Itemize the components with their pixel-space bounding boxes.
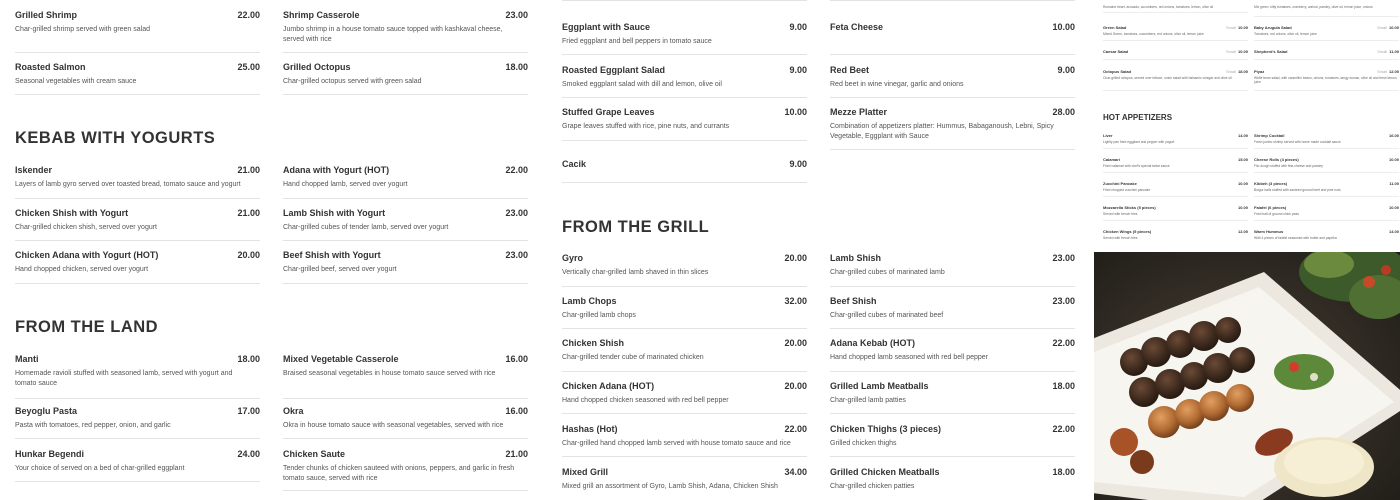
- item-name: Shepherd's Salad: [1254, 49, 1288, 54]
- mini-menu-item: [1103, 49, 1248, 60]
- mini-menu-item: [1254, 69, 1399, 91]
- menu-item: [283, 208, 528, 241]
- item-name: Lamb Chops: [562, 296, 617, 306]
- price-size-label: Small: [1376, 69, 1387, 74]
- item-description: Smoked eggplant salad with dill and lemon, olive oil: [562, 81, 722, 88]
- item-price: 10.00: [1237, 181, 1248, 186]
- item-price: 10.00: [1237, 49, 1248, 54]
- item-price: 18.00: [237, 354, 260, 364]
- item-description: Char-grilled lamb patties: [830, 397, 906, 404]
- food-photo: [1094, 252, 1400, 500]
- menu-item: [830, 467, 1075, 500]
- menu-item: [830, 65, 1075, 98]
- section-title-kebab: KEBAB WITH YOGURTS: [15, 129, 216, 147]
- divider: [1254, 16, 1399, 17]
- item-description: Seasonal vegetables with cream sauce: [15, 78, 137, 85]
- item-price: 9.00: [789, 159, 807, 169]
- item-description: Char-grilled octopus, served over lettuce, onion salad with balsamic vinegar and olive oil: [1103, 76, 1232, 80]
- divider: [1103, 12, 1248, 13]
- mini-menu-item: [1103, 229, 1248, 245]
- item-name: Grilled Shrimp: [15, 10, 78, 20]
- item-description: Char-grilled lamb chops: [562, 312, 636, 319]
- item-name: Shrimp Casserole: [283, 10, 360, 20]
- item-description: White bean salad, with cannellini beans, onions, tomatoes, tangy sumac, olive oil and fresh lemon juice: [1254, 76, 1397, 85]
- price-size-label: Small: [1377, 49, 1388, 54]
- menu-item: [283, 165, 528, 199]
- item-price: 23.00: [505, 250, 528, 260]
- item-description: Char-grilled cubes of tender lamb, served over yogurt: [283, 224, 449, 231]
- mini-menu-item: [1103, 181, 1248, 197]
- item-name: Caesar Salad: [1103, 49, 1129, 54]
- item-price: 12.00: [1237, 229, 1248, 234]
- item-price: 23.00: [505, 10, 528, 20]
- divider: [562, 0, 807, 1]
- item-description: Char-grilled shrimp served with green salad: [15, 26, 151, 33]
- menu-item: [562, 107, 807, 141]
- item-price: 11.00: [1389, 181, 1399, 186]
- item-description: Tomatoes, red onions, olive oil, lemon juice: [1254, 32, 1317, 36]
- item-description: Vertically char-grilled lamb shaved in thin slices: [562, 269, 709, 276]
- item-price: 25.00: [237, 62, 260, 72]
- item-price: 17.00: [237, 406, 260, 416]
- item-price: 10.00: [1388, 157, 1399, 162]
- item-description: Red beet in wine vinegar, garlic and onions: [830, 81, 964, 88]
- mini-menu-item: [1254, 49, 1399, 60]
- item-name: Mixed Grill: [562, 467, 609, 477]
- item-name: Mezze Platter: [830, 107, 888, 117]
- item-name: Grilled Lamb Meatballs: [830, 381, 929, 391]
- item-name: Liver: [1103, 133, 1113, 138]
- item-price: 18.00: [1237, 69, 1248, 74]
- item-price: 22.00: [1052, 424, 1075, 434]
- item-price: 22.00: [784, 424, 807, 434]
- item-description: Fresh jumbo shrimp served with home made cocktail sauce: [1254, 140, 1341, 144]
- item-price: 18.00: [1052, 381, 1075, 391]
- mini-menu-item: [1254, 181, 1399, 197]
- item-price: 28.00: [1052, 107, 1075, 117]
- item-name: Beef Shish: [830, 296, 877, 306]
- item-name: Beef Shish with Yogurt: [283, 250, 381, 260]
- menu-item: [283, 449, 528, 491]
- item-name: Stuffed Grape Leaves: [562, 107, 655, 117]
- mini-menu-item: [1103, 133, 1248, 149]
- item-name: Green Salad: [1103, 25, 1127, 30]
- mini-menu-item: [1254, 133, 1399, 149]
- item-description: Braised seasonal vegetables in house tomato sauce served with rice: [283, 370, 496, 377]
- item-description: Mix green, kitty tomatoes, cranberry, walnut, parsley, olive oil, lemon juice, onions: [1254, 5, 1373, 9]
- menu-item: [15, 208, 260, 241]
- item-price: 14.00: [1388, 229, 1399, 234]
- item-price: 12.00: [1388, 69, 1399, 74]
- item-description: Grape leaves stuffed with rice, pine nuts, and currants: [562, 123, 730, 130]
- item-name: Gyro: [562, 253, 584, 263]
- menu-item: [283, 406, 528, 439]
- item-price: 32.00: [784, 296, 807, 306]
- menu-item: [562, 424, 807, 457]
- item-name: Adana Kebab (HOT): [830, 338, 916, 348]
- item-description: Hand chopped chicken seasoned with red bell pepper: [562, 397, 729, 404]
- menu-item: [283, 62, 528, 95]
- price-size-label: Small: [1376, 25, 1387, 30]
- item-price: 23.00: [1052, 253, 1075, 263]
- item-price: 22.00: [505, 165, 528, 175]
- item-name: Cacik: [562, 159, 587, 169]
- menu-item: [562, 467, 807, 500]
- item-name: Beyoglu Pasta: [15, 406, 78, 416]
- item-name: Chicken Saute: [283, 449, 346, 459]
- price-size-label: Small: [1225, 69, 1236, 74]
- item-description: Fried ball of ground chick peas: [1254, 212, 1299, 216]
- menu-item: [15, 449, 260, 482]
- item-name: Adana with Yogurt (HOT): [283, 165, 390, 175]
- item-price: 34.00: [784, 467, 807, 477]
- item-price: 15.00: [1237, 157, 1248, 162]
- item-description: Served with french fries: [1103, 236, 1138, 240]
- item-name: Warm Hummus: [1254, 229, 1284, 234]
- item-name: Iskender: [15, 165, 53, 175]
- menu-item: [562, 22, 807, 55]
- item-description: Okra in house tomato sauce with seasonal vegetables, served with rice: [283, 422, 504, 429]
- item-name: Zucchini Pancake: [1103, 181, 1137, 186]
- item-description: Char-grilled tender cube of marinated chicken: [562, 354, 704, 361]
- menu-item: [830, 107, 1075, 150]
- section-title-hot-appetizers: HOT APPETIZERS: [1103, 113, 1173, 122]
- item-name: Hashas (Hot): [562, 424, 618, 434]
- item-name: Grilled Chicken Meatballs: [830, 467, 940, 477]
- menu-item: [15, 250, 260, 284]
- item-price: 10.00: [1237, 25, 1248, 30]
- item-price: 21.00: [237, 165, 260, 175]
- menu-item: [830, 424, 1075, 457]
- item-description: Served with french fries: [1103, 212, 1138, 216]
- item-description: Pasta with tomatoes, red pepper, onion, and garlic: [15, 422, 171, 429]
- menu-item: [830, 381, 1075, 414]
- mini-menu-item: [1103, 69, 1248, 91]
- item-description: Fried eggplant and bell peppers in tomato sauce: [562, 38, 712, 45]
- item-description: Layers of lamb gyro served over toasted bread, tomato sauce and yogurt: [15, 181, 241, 188]
- item-description: Char-grilled chicken shish, served over yogurt: [15, 224, 158, 231]
- mini-menu-item: [1254, 205, 1399, 221]
- mini-menu-item: [1254, 25, 1399, 41]
- item-price: 20.00: [784, 338, 807, 348]
- item-description: Char-grilled cubes of marinated lamb: [830, 269, 945, 276]
- item-price: 18.00: [505, 62, 528, 72]
- item-name: Grilled Octopus: [283, 62, 351, 72]
- item-name: Baby Arugula Salad: [1254, 25, 1292, 30]
- item-name: Chicken Shish with Yogurt: [15, 208, 129, 218]
- item-price: 9.00: [1057, 65, 1075, 75]
- menu-item: [562, 65, 807, 98]
- item-price: 23.00: [1052, 296, 1075, 306]
- item-price: 9.00: [789, 22, 807, 32]
- mini-menu-item: [1103, 25, 1248, 41]
- price-size-label: Small: [1225, 25, 1236, 30]
- item-price: 23.00: [505, 208, 528, 218]
- item-price: 10.00: [1388, 205, 1399, 210]
- item-price: 20.00: [784, 253, 807, 263]
- item-price: 21.00: [237, 208, 260, 218]
- mini-menu-panel: [1094, 0, 1400, 252]
- item-price: 16.00: [1388, 133, 1399, 138]
- menu-item: [283, 10, 528, 53]
- menu-item: [283, 250, 528, 284]
- item-description: Grilled chicken thighs: [830, 440, 897, 447]
- item-name: Red Beet: [830, 65, 870, 75]
- item-name: Hunkar Begendi: [15, 449, 85, 459]
- section-title-land: FROM THE LAND: [15, 318, 159, 336]
- item-price: 22.00: [237, 10, 260, 20]
- menu-item: [283, 354, 528, 399]
- menu-item: [830, 338, 1075, 372]
- menu-item: [15, 354, 260, 399]
- item-price: 16.00: [505, 354, 528, 364]
- item-name: Mozzarella Sticks (5 pieces): [1103, 205, 1156, 210]
- menu-item: [830, 253, 1075, 287]
- item-description: Homemade ravioli stuffed with seasoned lamb, served with yogurt and tomato sauce: [15, 370, 233, 387]
- item-price: 20.00: [237, 250, 260, 260]
- section-title-grill: FROM THE GRILL: [562, 218, 710, 236]
- item-price: 9.00: [789, 65, 807, 75]
- divider: [830, 0, 1075, 1]
- menu-item: [562, 381, 807, 414]
- item-description: Filo dough stuffed with feta cheese and parsley: [1254, 164, 1323, 168]
- menu-item: [562, 296, 807, 329]
- item-description: Combination of appetizers platter: Hummus, Babaganoush, Lebni, Spicy Vegetable, Eggplant with Sauce: [830, 123, 1054, 140]
- mini-menu-item: [1103, 205, 1248, 221]
- item-description: Char-grilled octopus served with green salad: [283, 78, 422, 85]
- item-name: Eggplant with Sauce: [562, 22, 651, 32]
- item-name: Chicken Wings (5 pieces): [1103, 229, 1152, 234]
- item-price: 10.00: [1388, 25, 1399, 30]
- food-photo-illustration: [1094, 252, 1400, 500]
- item-description: With 4 pieces of falafel seasoned with butter and paprika: [1254, 236, 1337, 240]
- item-description: Mixed grill an assortment of Gyro, Lamb Shish, Adana, Chicken Shish: [562, 483, 778, 490]
- item-price: 14.00: [1237, 133, 1248, 138]
- item-description: Char-grilled chicken patties: [830, 483, 915, 490]
- item-description: Romaine heart, avocado, cucumbers, red onions, tomatoes, lemon, olive oil: [1103, 5, 1214, 9]
- item-price: 20.00: [784, 381, 807, 391]
- item-description: Hand chopped chicken, served over yogurt: [15, 266, 149, 273]
- item-description: Tender chunks of chicken sauteed with onions, peppers, and garlic in fresh tomato sauce, served with rice: [283, 465, 515, 482]
- item-description: Fried chopped zucchini pancake: [1103, 188, 1151, 192]
- mini-menu-item: [1254, 157, 1399, 173]
- item-price: 16.00: [505, 406, 528, 416]
- item-description: Your choice of served on a bed of char-grilled eggplant: [15, 465, 185, 472]
- menu-item: [830, 22, 1075, 55]
- item-description: Mixed Green, tomatoes, cucumbers, red onions, olive oil, lemon juice: [1103, 32, 1204, 36]
- item-name: Manti: [15, 354, 39, 364]
- item-name: Roasted Eggplant Salad: [562, 65, 666, 75]
- menu-item: [15, 165, 260, 199]
- menu-item: [830, 296, 1075, 329]
- menu-item: [562, 338, 807, 372]
- mini-menu-item: [1254, 229, 1399, 245]
- item-price: 10.00: [1237, 205, 1248, 210]
- menu-item: [15, 10, 260, 53]
- item-name: Feta Cheese: [830, 22, 884, 32]
- item-name: Calamari: [1103, 157, 1120, 162]
- item-name: Cheese Rolls (4 pieces): [1254, 157, 1299, 162]
- item-price: 22.00: [1052, 338, 1075, 348]
- item-name: Octopus Salad: [1103, 69, 1132, 74]
- item-price: 11.00: [1389, 49, 1399, 54]
- price-size-label: Small: [1225, 49, 1236, 54]
- item-description: Bulgur balls stuffed with sauteed ground beef and pine nuts: [1254, 188, 1341, 192]
- item-name: Lamb Shish with Yogurt: [283, 208, 386, 218]
- item-description: Hand chopped lamb, served over yogurt: [283, 181, 408, 188]
- item-name: Chicken Thighs (3 pieces): [830, 424, 942, 434]
- item-name: Mixed Vegetable Casserole: [283, 354, 399, 364]
- item-price: 10.00: [1052, 22, 1075, 32]
- item-name: Chicken Shish: [562, 338, 625, 348]
- menu-item: [562, 253, 807, 287]
- item-price: 24.00: [237, 449, 260, 459]
- item-price: 10.00: [784, 107, 807, 117]
- item-name: Lamb Shish: [830, 253, 882, 263]
- item-name: Piyaz: [1254, 69, 1265, 74]
- item-name: Chicken Adana with Yogurt (HOT): [15, 250, 159, 260]
- item-name: Kibbeh (3 pieces): [1254, 181, 1288, 186]
- item-description: Fried calamari with chef's special tartar sauce: [1103, 164, 1170, 168]
- item-price: 21.00: [505, 449, 528, 459]
- menu-item: [15, 62, 260, 95]
- item-description: Char-grilled cubes of marinated beef: [830, 312, 944, 319]
- item-price: 18.00: [1052, 467, 1075, 477]
- menu-item: [15, 406, 260, 439]
- item-description: Hand chopped lamb seasoned with red bell pepper: [830, 354, 988, 361]
- item-description: Char-grilled beef, served over yogurt: [283, 266, 397, 273]
- mini-menu-item: [1103, 157, 1248, 173]
- item-name: Okra: [283, 406, 304, 416]
- item-name: Shrimp Cocktail: [1254, 133, 1285, 138]
- item-description: Char-grilled hand chopped lamb served with house tomato sauce and rice: [562, 440, 791, 447]
- item-description: Lightly pan fried eggplant and pepper with yogurt: [1103, 140, 1175, 144]
- item-name: Chicken Adana (HOT): [562, 381, 655, 391]
- menu-item: [562, 159, 807, 183]
- item-name: Roasted Salmon: [15, 62, 86, 72]
- item-description: Jumbo shrimp in a house tomato sauce topped with kashkaval cheese, served with rice: [283, 26, 503, 43]
- item-name: Falafel (6 pieces): [1254, 205, 1287, 210]
